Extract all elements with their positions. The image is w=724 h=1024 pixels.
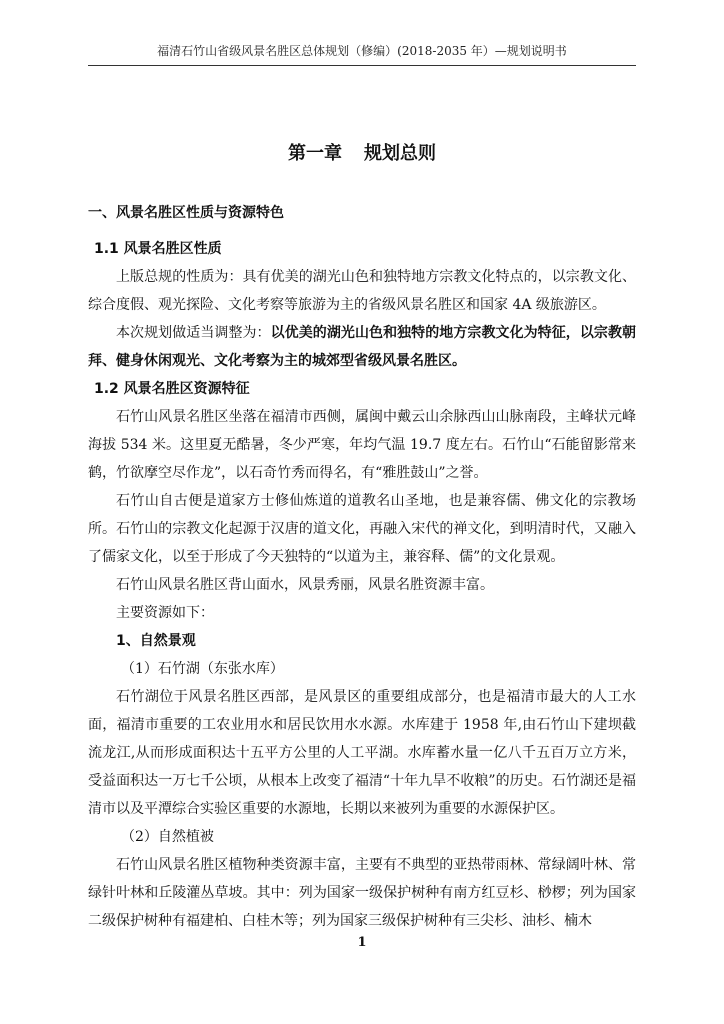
- running-header: 福清石竹山省级风景名胜区总体规划（修编）(2018-2035 年）—规划说明书: [157, 44, 567, 58]
- paragraph: 石竹湖位于风景名胜区西部，是风景区的重要组成部分，也是福清市最大的人工水面，福清市重要的工农业用水和居民饮用水水源。水库建于 1958 年,由石竹山下建坝截流龙江,从而形成面积达十五平方公里的人工平湖。水库蓄水量一亿八千五百万立方米，受益面积达一万七千公顷，从根本上改变了福清“十年九旱不收粮”的历史。石竹湖还是福清市以及平潭综合实验区重要的水源地，长期以来被列为重要的水源保护区。: [88, 689, 636, 817]
- item-heading-vegetation: （2）自然植被: [121, 829, 214, 845]
- paragraph: 主要资源如下：: [116, 605, 214, 621]
- chapter-title: [88, 142, 636, 166]
- subsection-heading-1-2: 1.2 风景名胜区资源特征: [94, 381, 250, 397]
- paragraph: 石竹山自古便是道家方士修仙炼道的道教名山圣地，也是兼容儒、佛文化的宗教场所。石竹山的宗教文化起源于汉唐的道文化，再融入宋代的禅文化，到明清时代，又融入了儒家文化，以至于形成了今天独特的“以道为主，兼容释、儒”的文化景观。: [88, 493, 636, 565]
- header-rule: [88, 65, 636, 66]
- paragraph-nature-statement: [88, 319, 636, 375]
- bold-nature-definition: 以优美的湖光山色和独特的地方宗教文化为特征，以宗教朝拜、健身休闲观光、文化考察为主的城郊型省级风景名胜区。: [88, 325, 637, 369]
- section-heading: 一、风景名胜区性质与资源特色: [88, 205, 284, 221]
- document-body: [88, 199, 636, 935]
- item-heading-natural-landscape: 1、自然景观: [116, 633, 196, 649]
- item-heading-lake: （1）石竹湖（东张水库）: [121, 661, 284, 677]
- paragraph: 石竹山风景名胜区背山面水，风景秀丽，风景名胜资源丰富。: [116, 577, 494, 593]
- paragraph: 石竹山风景名胜区植物种类资源丰富，主要有不典型的亚热带雨林、常绿阔叶林、常绿针叶林和丘陵灌丛草坡。其中：列为国家一级保护树种有南方红豆杉、桫椤；列为国家二级保护树种有福建柏、白桂木等；列为国家三级保护树种有三尖杉、油杉、楠木: [88, 857, 636, 929]
- chapter-number: 第一章: [288, 143, 342, 164]
- paragraph-lead-text: 本次规划做适当调整为：: [116, 325, 271, 341]
- subsection-heading-1-1: 1.1 风景名胜区性质: [94, 241, 222, 257]
- paragraph: 石竹山风景名胜区坐落在福清市西侧，属闽中戴云山余脉西山山脉南段，主峰状元峰海拔 534 米。这里夏无酷暑，冬少严寒，年均气温 19.7 度左右。石竹山“石能留影常来鹤，竹欲摩空尽作龙”，以石奇竹秀而得名，有“雅胜鼓山”之誉。: [88, 409, 636, 481]
- page-number: 1: [357, 935, 367, 950]
- paragraph: 上版总规的性质为：具有优美的湖光山色和独特地方宗教文化特点的，以宗教文化、综合度假、观光探险、文化考察等旅游为主的省级风景名胜区和国家 4A 级旅游区。: [88, 269, 636, 313]
- chapter-name: 规划总则: [364, 143, 436, 164]
